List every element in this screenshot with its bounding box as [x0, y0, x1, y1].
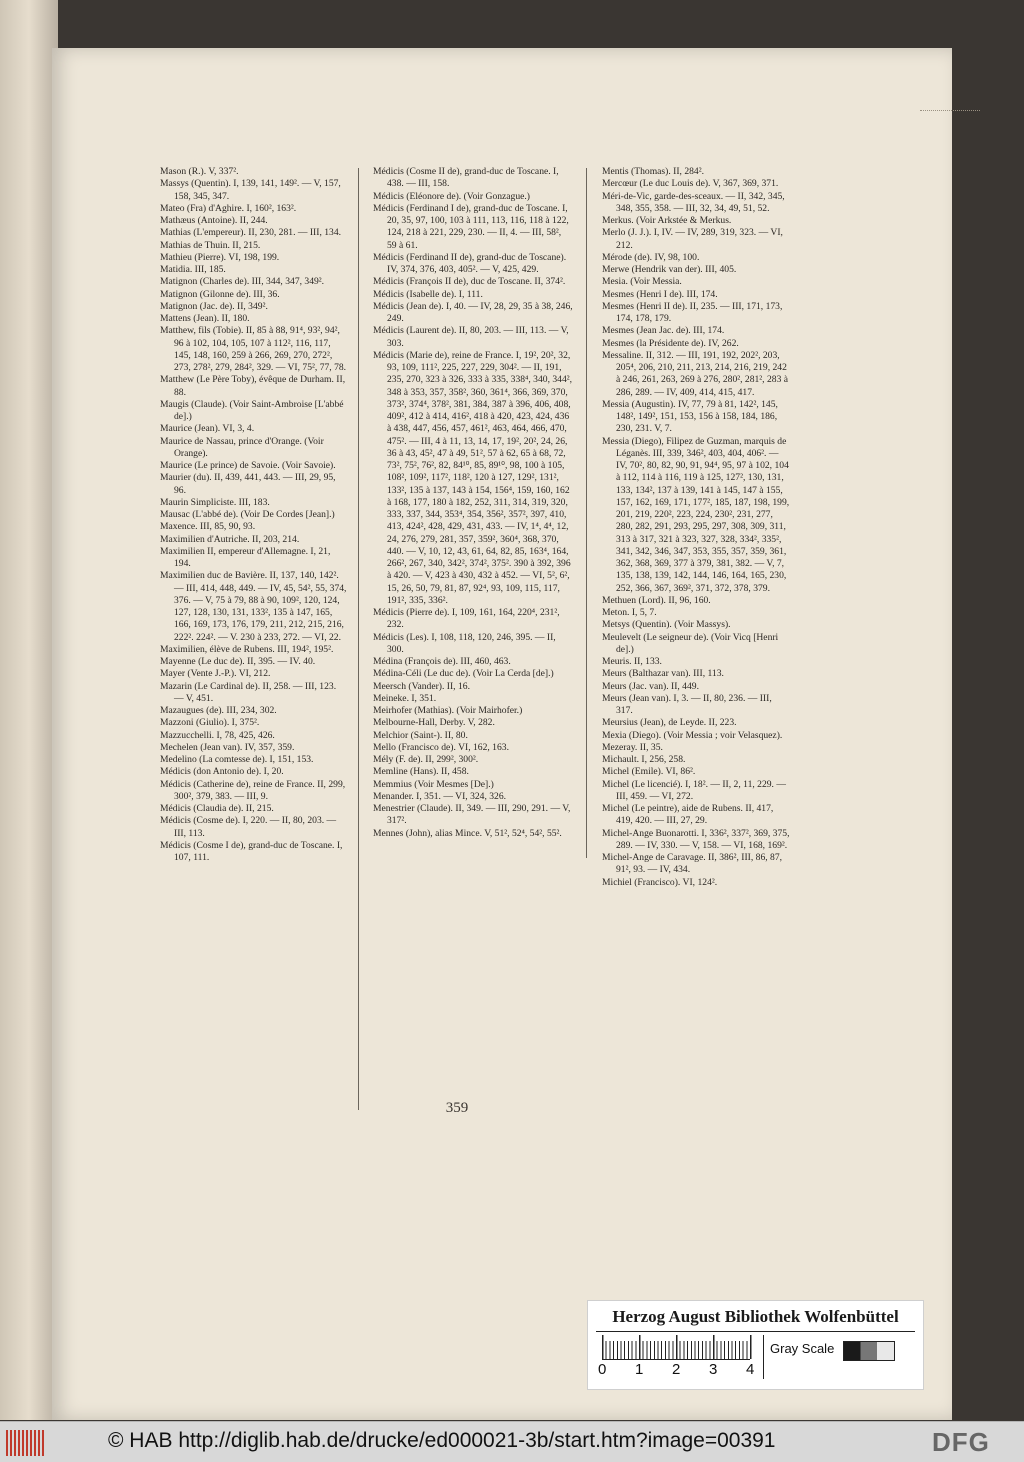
index-entry: Maurice (Le prince) de Savoie. (Voir Savoie). [160, 460, 336, 471]
index-entry: Médicis (Pierre de). I, 109, 161, 164, 220⁴, 231², 232. [373, 607, 560, 631]
index-entry: Michel-Ange de Caravage. II, 386², III, 86, 87, 91², 93. — IV, 434. [602, 852, 783, 876]
index-entry: Meursius (Jean), de Leyde. II, 223. [602, 717, 737, 729]
index-entry: Messaline. II, 312. — III, 191, 192, 202², 203, 205⁴, 206, 210, 211, 213, 214, 216, 219, 242 à 246, 261, 263, 269 à 276, 280², 281², 283 à 286, 289. — IV, 409, 414, 415, 417. [602, 349, 789, 398]
index-entry: Médicis (Marie de), reine de France. I, 19², 20², 32, 93, 109, 111², 225, 227, 229, 304². — II, 191, 235, 270, 323 à 326, 333 à 335, 338⁴, 340, 344², 348 à 353, 357, 358², 360, 361⁴, 366, 369, 370, 373², 374⁴, 378², 381, 384, 387 à 396, 406, 408, 409², 412 à 414, 416², 418 à 420, 423, 424, 436 à 438, 447, 456, 457, 461², 463, 464, 466, 470, 475². — III, 4 à 11, 13, 14, 17, 19², 20², 24, 26, 36 à 43, 45², 47 à 49, 51², 57 à 62, 65 à 68, 72, 73², 75², 76², 82, 84¹⁰, 85, 89¹⁰, 98, 100 à 105, 108², 109², 117², 118², 120 à 127, 129², 131², 133², 135 à 137, 143 à 154, 156⁴, 159, 160, 162 à 168, 177, 180 à 182, 252, 311, 314, 319, 320, 333, 337, 344, 353⁴, 354, 356², 357², 397, 410, 413, 424², 428, 429, 431, 433. — IV, 1⁴, 4⁴, 12, 24, 276, 279, 281, 357, 359², 360⁴, 368, 370, 440. — V, 10, 12, 43, 61, 64, 82, 85, 163⁴, 164, 266², 267, 340, 342², 374², 375². 390 à 392, 396 à 420. — V, 423 à 430, 432 à 452. — VI, 5², 6², 15, 26, 50, 79, 81, 87, 92⁴, 93, 109, 115, 117, 191², 335, 336². [373, 349, 573, 606]
index-entry: Mathias de Thuin. II, 215. [160, 239, 261, 251]
index-entry: Maxence. III, 85, 90, 93. [160, 521, 256, 533]
index-entry: Merkus. (Voir Arkstée & Merkus. [602, 215, 732, 226]
index-entry: Meersch (Vander). II, 16. [373, 680, 470, 692]
index-entry: Mexia (Diego). (Voir Messia ; voir Velasquez). [602, 729, 783, 741]
ruler-major-ticks [602, 1335, 752, 1359]
library-name: Herzog August Bibliothek Wolfenbüttel [612, 1307, 899, 1326]
index-entry: Mechelen (Jean van). IV, 357, 359. [160, 741, 295, 753]
card-separator [763, 1335, 764, 1379]
index-entry: Médicis (don Antonio de). I, 20. [160, 766, 284, 778]
index-entry: Médicis (Isabelle de). I, 111. [373, 288, 483, 300]
column-rule-2 [586, 168, 587, 858]
index-entry: Massys (Quentin). I, 139, 141, 149². — V, 157, 158, 345, 347. [160, 178, 341, 202]
index-entry: Michiel (Francisco). VI, 124². [602, 876, 718, 888]
index-entry: Mayenne (Le duc de). II, 395. — IV. 40. [160, 656, 316, 667]
index-entry: Médicis (Ferdinand I de), grand-duc de Toscane. I, 20, 35, 97, 100, 103 à 111, 113, 116, 118 à 122, 124, 218 à 221, 229, 230. — II, 4. — III, 58², 59 à 61. [373, 202, 569, 251]
index-entry: Médicis (Cosme II de), grand-duc de Toscane. I, 438. — III, 158. [373, 166, 559, 190]
index-entry: Mathieu (Pierre). VI, 198, 199. [160, 251, 280, 263]
index-entry: Mason (R.). V, 337². [160, 166, 239, 177]
index-entry: Mazaugues (de). III, 234, 302. [160, 705, 277, 716]
index-entry: Mercœur (Le duc Louis de). V, 367, 369, 371. [602, 178, 779, 190]
index-entry: Maurice (Jean). VI, 3, 4. [160, 423, 255, 435]
index-entry: Mazzucchelli. I, 78, 425, 426. [160, 729, 275, 741]
index-entry: Michel (Emile). VI, 86². [602, 766, 696, 778]
index-entry: Messia (Augustin). IV, 77, 79 à 81, 142², 145, 148², 149², 151, 153, 156 à 158, 184, 186, 230, 231. V, 7. [602, 398, 778, 435]
index-entry: Maurice de Nassau, prince d'Orange. (Voir Orange). [160, 435, 324, 459]
index-entry: Meuris. II, 133. [602, 656, 662, 667]
index-entry: Metsys (Quentin). (Voir Massys). [602, 619, 731, 631]
index-entry: Mesmes (la Présidente de). IV, 262. [602, 337, 739, 349]
index-entry: Médicis (Catherine de), reine de France. II, 299, 300², 379, 383. — III, 9. [160, 778, 346, 802]
index-entry: Médina-Céli (Le duc de). (Voir La Cerda [de].) [373, 668, 554, 680]
index-entry: Mathias (L'empereur). II, 230, 281. — III, 134. [160, 227, 342, 239]
index-entry: Merlo (J. J.). I, IV. — IV, 289, 319, 323. — VI, 212. [602, 227, 783, 251]
index-entry: Médicis (Les). I, 108, 118, 120, 246, 395. — II, 300. [373, 631, 556, 655]
index-entry: Médicis (François II de), duc de Toscane. II, 374². [373, 276, 566, 288]
page-number: 359 [445, 1100, 469, 1116]
corner-pencil-mark [920, 110, 980, 115]
index-entry: Médicis (Cosme I de), grand-duc de Toscane. I, 107, 111. [160, 839, 343, 863]
index-entry: Maximilien, élève de Rubens. III, 194², 195². [160, 643, 334, 655]
index-entry: Michault. I, 256, 258. [602, 754, 686, 765]
index-entry: Michel-Ange Buonarotti. I, 336², 337², 369, 375, 289. — IV, 330. — V, 158. — VI, 168, 169². [602, 827, 790, 851]
index-entry: Meulevelt (Le seigneur de). (Voir Vicq [Henri de].) [602, 631, 779, 655]
index-entry: Mateo (Fra) d'Aghire. I, 160², 163². [160, 202, 297, 214]
index-entry: Meurs (Balthazar van). III, 113. [602, 668, 724, 680]
index-entry: Meton. I, 5, 7. [602, 607, 657, 618]
index-entry: Médicis (Ferdinand II de), grand-duc de Toscane). IV, 374, 376, 403, 405². — V, 425, 429. [373, 251, 567, 275]
left-page-edge [0, 0, 58, 1420]
index-entry: Mazarin (Le Cardinal de). II, 258. — III, 123. — V, 451. [160, 680, 337, 704]
index-column-1 [160, 166, 348, 864]
index-entry: Mesmes (Henri I de). III, 174. [602, 288, 718, 300]
index-entry: Mazzoni (Giulio). I, 375². [160, 717, 260, 729]
index-entry: Melchior (Saint-). II, 80. [373, 729, 468, 741]
index-entry: Mentis (Thomas). II, 284². [602, 166, 704, 177]
index-entry: Memmius (Voir Mesmes [De].) [373, 778, 494, 790]
index-entry: Médicis (Cosme de). I, 220. — II, 80, 203. — III, 113. [160, 815, 337, 839]
index-entry: Matthew (Le Père Toby), évêque de Durham. II, 88. [160, 374, 346, 398]
card-divider [596, 1331, 915, 1332]
gray-scale-label: Gray Scale [770, 1341, 835, 1356]
ruler-number: 2 [672, 1361, 681, 1378]
index-entry: Mély (F. de). II, 299², 300². [373, 754, 479, 765]
index-entry: Medelino (La comtesse de). I, 151, 153. [160, 754, 314, 765]
index-entry: Matidia. III, 185. [160, 264, 226, 275]
index-entry: Michel (Le licencié). I, 18². — II, 2, 11, 229. — III, 459. — VI, 272. [602, 778, 786, 802]
index-entry: Médicis (Eléonore de). (Voir Gonzague.) [373, 190, 530, 202]
index-entry: Médicis (Laurent de). II, 80, 203. — III, 113. — V, 303. [373, 325, 569, 349]
ruler-labels [598, 1361, 768, 1379]
index-entry: Mayer (Vente J.-P.). VI, 212. [160, 668, 271, 680]
index-entry: Melbourne-Hall, Derby. V, 282. [373, 717, 495, 729]
barcode-icon [6, 1430, 46, 1456]
index-entry: Maugis (Claude). (Voir Saint-Ambroise [L'abbé de].) [160, 398, 344, 422]
index-entry: Matignon (Charles de). III, 344, 347, 349². [160, 276, 325, 288]
index-entry: Mathæus (Antoine). II, 244. [160, 215, 268, 226]
ruler-number: 4 [746, 1361, 755, 1378]
index-entry: Michel (Le peintre), aide de Rubens. II, 417, 419, 420. — III, 27, 29. [602, 803, 774, 827]
footer-bar [0, 1421, 1024, 1462]
index-entry: Maximilien II, empereur d'Allemagne. I, 21, 194. [160, 545, 331, 569]
index-entry: Mesmes (Henri II de). II, 235. — III, 171, 173, 174, 178, 179. [602, 300, 783, 324]
index-entry: Méri-de-Vic, garde-des-sceaux. — II, 342, 345, 348, 355, 358. — III, 32, 34, 49, 51, 52. [602, 190, 785, 214]
index-entry: Maximilien duc de Bavière. II, 137, 140, 142². — III, 414, 448, 449. — IV, 45, 54², 55, 374, 376. — V, 75 à 79, 88 à 90, 109², 120, 124, 127, 128, 130, 131, 133², 135 à 147, 165, 166, 169, 173, 176, 179, 211, 212, 215, 216, 222². 224². — V. 230 à 233, 272. — VI, 22. [160, 570, 347, 643]
column-rule-1 [358, 168, 359, 1110]
index-entry: Messia (Diego), Filipez de Guzman, marquis de Léganès. III, 339, 346², 403, 404, 406². — IV, 70², 80, 82, 90, 91, 94⁴, 95, 97 à 102, 104 à 112, 114 à 116, 119 à 125, 127², 130, 131, 133, 134², 137 à 139, 141 à 145, 147 à 155, 157, 162, 169, 171, 177², 185, 187, 198, 199, 201, 219, 220², 223, 224, 230², 231, 277, 280, 282, 291, 293, 295, 297, 308, 309, 311, 313 à 317, 321 à 323, 327, 328, 334², 335², 341, 342, 346, 347, 353, 355, 357, 359, 361, 362, 368, 369, 377 à 379, 381, 382. — V, 7, 135, 138, 139, 142, 144, 146, 164, 165, 230, 252, 366, 367, 369², 371, 372, 378, 379. [602, 435, 790, 594]
gray-scale-swatch [843, 1341, 895, 1361]
index-entry: Maurin Simpliciste. III, 183. [160, 496, 270, 508]
index-entry: Merwe (Hendrik van der). III, 405. [602, 264, 737, 275]
index-entry: Meurs (Jac. van). II, 449. [602, 680, 699, 692]
index-entry: Mennes (John), alias Mince. V, 51², 52⁴, 54², 55². [373, 827, 562, 839]
index-entry: Mezeray. II, 35. [602, 741, 663, 753]
index-entry: Mérode (de). IV, 98, 100. [602, 251, 700, 263]
index-entry: Menander. I, 351. — VI, 324, 326. [373, 790, 507, 802]
index-entry: Mesmes (Jean Jac. de). III, 174. [602, 325, 725, 337]
index-entry: Mausac (L'abbé de). (Voir De Cordes [Jean].) [160, 509, 335, 520]
index-entry: Meurs (Jean van). I, 3. — II, 80, 236. — III, 317. [602, 692, 772, 716]
gray-scale-card [587, 1300, 924, 1390]
index-entry: Mesia. (Voir Messia. [602, 276, 682, 288]
index-entry: Matignon (Jac. de). II, 349². [160, 300, 268, 312]
index-entry: Médicis (Claudia de). II, 215. [160, 803, 274, 814]
ruler-number: 0 [598, 1361, 607, 1378]
index-entry: Matignon (Gilonne de). III, 36. [160, 288, 280, 300]
index-entry: Mattens (Jean). II, 180. [160, 313, 250, 324]
index-entry: Matthew, fils (Tobie). II, 85 à 88, 91⁴, 93², 94², 96 à 102, 104, 105, 107 à 112², 116, 117, 145, 148, 160, 259 à 266, 269, 270, 272², 273, 278², 279, 284², 329. — VI, 75², 77, 78. [160, 325, 347, 373]
index-entry: Memline (Hans). II, 458. [373, 766, 469, 778]
index-entry: Médina (François de). III, 460, 463. [373, 656, 511, 667]
index-entry: Médicis (Jean de). I, 40. — IV, 28, 29, 35 à 38, 246, 249. [373, 300, 573, 324]
index-entry: Maurier (du). II, 439, 441, 443. — III, 29, 95, 96. [160, 472, 336, 496]
index-entry: Menestrier (Claude). II, 349. — III, 290, 291. — V, 317². [373, 803, 571, 827]
index-entry: Meineke. I, 351. [373, 692, 437, 704]
index-entry: Maximilien d'Autriche. II, 203, 214. [160, 533, 300, 545]
ruler-number: 1 [635, 1361, 644, 1378]
index-entry: Methuen (Lord). II, 96, 160. [602, 594, 711, 606]
index-entry: Mello (Francisco de). VI, 162, 163. [373, 741, 509, 753]
ruler-number: 3 [709, 1361, 718, 1378]
footer-url[interactable]: © HAB http://diglib.hab.de/drucke/ed000021-3b/start.htm?image=00391 [108, 1429, 776, 1452]
index-entry: Meirhofer (Mathias). (Voir Mairhofer.) [373, 705, 523, 716]
index-column-2 [373, 166, 573, 840]
dfg-logo: DFG [932, 1427, 990, 1457]
index-column-3 [602, 166, 790, 889]
